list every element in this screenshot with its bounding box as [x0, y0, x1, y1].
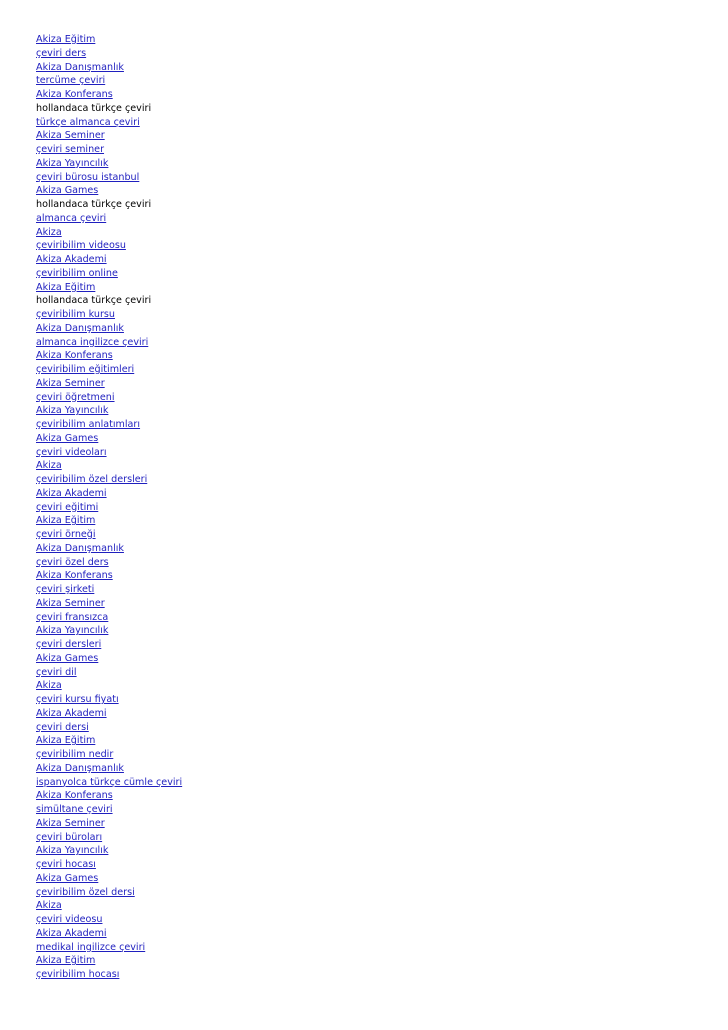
list-item [36, 638, 182, 652]
list-item [36, 33, 182, 47]
text-link[interactable]: çeviri hocası [36, 859, 96, 870]
plain-text: hollandaca türkçe çeviri [36, 295, 152, 307]
list-item [36, 253, 182, 267]
list-item [36, 239, 182, 253]
text-link[interactable]: Akiza Games [36, 432, 99, 444]
text-link[interactable]: türkçe almanca çeviri [36, 116, 140, 128]
text-link[interactable]: Akiza Akademi [36, 487, 107, 499]
text-link[interactable]: çeviribilim özel dersleri [36, 474, 148, 485]
text-link[interactable]: Akiza [36, 900, 62, 912]
list-item [36, 721, 182, 735]
text-link[interactable]: çeviri öğretmeni [36, 391, 115, 403]
list-item [36, 226, 182, 240]
list-item [36, 501, 182, 515]
text-link[interactable]: Akiza Seminer [36, 817, 105, 829]
list-item [36, 844, 182, 858]
text-link[interactable]: tercüme çeviri [36, 75, 106, 87]
text-link[interactable]: çeviri dil [36, 666, 77, 678]
list-item [36, 748, 182, 762]
text-link[interactable]: çeviri eğitimi [36, 501, 99, 513]
text-link[interactable]: çeviribilim kursu [36, 309, 115, 320]
list-item [36, 88, 182, 102]
text-link[interactable]: Akiza Eğitim [36, 281, 96, 293]
list-item [36, 707, 182, 721]
list-item [36, 281, 182, 295]
list-item [36, 129, 182, 143]
text-link[interactable]: almanca ingilizce çeviri [36, 336, 149, 348]
list-item [36, 184, 182, 198]
text-link[interactable]: Akiza Games [36, 185, 99, 197]
text-link[interactable]: Akiza Yayıncılık [36, 845, 109, 857]
list-item [36, 171, 182, 185]
list-item [36, 432, 182, 446]
text-link[interactable]: çeviri özel ders [36, 556, 109, 568]
list-item [36, 308, 182, 322]
text-link[interactable]: çeviribilim nedir [36, 749, 114, 760]
list-item [36, 61, 182, 75]
list-item [36, 927, 182, 941]
text-link[interactable]: Akiza Danışmanlık [36, 762, 124, 774]
list-item [36, 157, 182, 171]
list-item [36, 624, 182, 638]
text-link[interactable]: Akiza Konferans [36, 89, 113, 100]
list-item [36, 954, 182, 968]
list-item [36, 74, 182, 88]
list-item [36, 831, 182, 845]
text-link[interactable]: Akiza Danışmanlık [36, 61, 124, 73]
list-item [36, 391, 182, 405]
list-item [36, 872, 182, 886]
list-item [36, 583, 182, 597]
list-item [36, 514, 182, 528]
list-item [36, 294, 182, 308]
plain-text: hollandaca türkçe çeviri [36, 199, 152, 210]
list-item [36, 47, 182, 61]
text-link[interactable]: ispanyolca türkçe cümle çeviri [36, 776, 183, 788]
text-link[interactable]: çeviri kursu fiyatı [36, 694, 119, 705]
list-item [36, 418, 182, 432]
list-item [36, 542, 182, 556]
list-item [36, 322, 182, 336]
list-item [36, 446, 182, 460]
list-item [36, 817, 182, 831]
list-item [36, 528, 182, 542]
text-link[interactable]: Akiza Games [36, 872, 99, 884]
list-item [36, 363, 182, 377]
text-link[interactable]: Akiza Konferans [36, 350, 113, 362]
list-item [36, 679, 182, 693]
list-item [36, 102, 182, 116]
list-item [36, 569, 182, 583]
text-link[interactable]: çeviribilim videosu [36, 240, 126, 252]
text-link[interactable]: Akiza Eğitim [36, 735, 96, 747]
text-link[interactable]: Akiza Konferans [36, 790, 113, 802]
text-link[interactable]: çeviribilim online [36, 267, 118, 279]
text-link[interactable]: almanca çeviri [36, 212, 107, 224]
text-link[interactable]: Akiza Eğitim [36, 955, 96, 967]
list-item [36, 886, 182, 900]
link-list [36, 33, 182, 982]
text-link[interactable]: Akiza [36, 680, 62, 692]
text-link[interactable]: Akiza Akademi [36, 927, 107, 939]
text-link[interactable]: çeviribilim özel dersi [36, 886, 135, 898]
list-item [36, 913, 182, 927]
list-item [36, 377, 182, 391]
text-link[interactable]: medikal ingilizce çeviri [36, 941, 146, 953]
list-item [36, 556, 182, 570]
text-link[interactable]: Akiza Games [36, 652, 99, 664]
list-item [36, 789, 182, 803]
text-link[interactable]: Akiza Danışmanlık [36, 542, 124, 554]
text-link[interactable]: Akiza Yayıncılık [36, 157, 109, 169]
list-item [36, 116, 182, 130]
list-item [36, 666, 182, 680]
text-link[interactable]: çeviri fransızca [36, 611, 109, 623]
plain-text: hollandaca türkçe çeviri [36, 102, 152, 114]
list-item [36, 803, 182, 817]
text-link[interactable]: çeviri seminer [36, 144, 105, 155]
text-link[interactable]: Akiza Akademi [36, 254, 107, 265]
text-link[interactable]: çeviribilim hocası [36, 969, 120, 980]
text-link[interactable]: Akiza Danışmanlık [36, 322, 124, 334]
list-item [36, 776, 182, 790]
text-link[interactable]: çeviri dersi [36, 721, 89, 733]
list-item [36, 968, 182, 982]
text-link[interactable]: çeviri videoları [36, 446, 107, 458]
text-link[interactable]: Akiza Seminer [36, 377, 105, 389]
text-link[interactable]: Akiza Konferans [36, 570, 113, 582]
text-link[interactable]: Akiza [36, 460, 62, 472]
list-item [36, 459, 182, 473]
list-item [36, 734, 182, 748]
list-item [36, 473, 182, 487]
list-item [36, 143, 182, 157]
text-link[interactable]: çeviri ders [36, 47, 87, 59]
list-item [36, 941, 182, 955]
text-link[interactable]: çeviri dersleri [36, 639, 102, 650]
text-link[interactable]: Akiza Yayıncılık [36, 405, 109, 417]
text-link[interactable]: Akiza Eğitim [36, 515, 96, 527]
text-link[interactable]: simültane çeviri [36, 804, 113, 815]
list-item [36, 597, 182, 611]
list-item [36, 404, 182, 418]
list-item [36, 487, 182, 501]
list-item [36, 762, 182, 776]
list-item [36, 611, 182, 625]
text-link[interactable]: çeviri bürosu istanbul [36, 171, 140, 183]
text-link[interactable]: çeviribilim eğitimleri [36, 364, 135, 375]
list-item [36, 858, 182, 872]
list-item [36, 899, 182, 913]
list-item [36, 693, 182, 707]
list-item [36, 652, 182, 666]
list-item [36, 198, 182, 212]
text-link[interactable]: Akiza Seminer [36, 130, 105, 142]
text-link[interactable]: çeviri örneği [36, 529, 96, 540]
text-link[interactable]: Akiza Seminer [36, 597, 105, 609]
list-item [36, 267, 182, 281]
text-link[interactable]: Akiza Yayıncılık [36, 625, 109, 637]
list-item [36, 212, 182, 226]
text-link[interactable]: Akiza Eğitim [36, 34, 96, 45]
text-link[interactable]: çeviri büroları [36, 831, 103, 843]
text-link[interactable]: çeviri şirketi [36, 584, 95, 595]
text-link[interactable]: Akiza [36, 226, 62, 238]
list-item [36, 349, 182, 363]
text-link[interactable]: çeviribilim anlatımları [36, 419, 141, 430]
list-item [36, 336, 182, 350]
text-link[interactable]: çeviri videosu [36, 914, 103, 925]
text-link[interactable]: Akiza Akademi [36, 707, 107, 719]
